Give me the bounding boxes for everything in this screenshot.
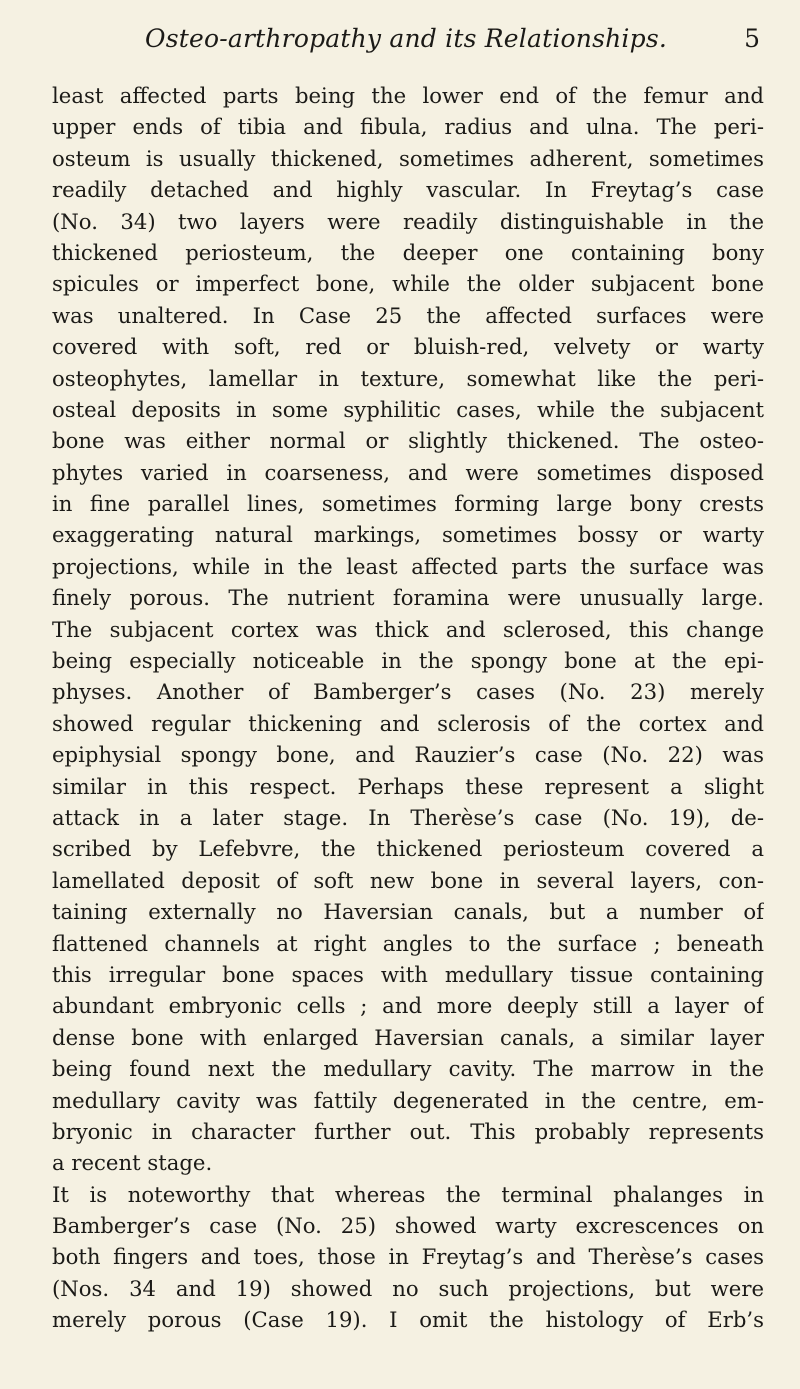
- text-line: least affected parts being the lower end of the femur and: [52, 83, 764, 108]
- text-line: a recent stage.: [52, 1150, 213, 1176]
- text-line: being especially noticeable in the spongy bone at the epi-: [52, 648, 764, 674]
- text-line: physes. Another of Bamberger’s cases (No. 23) merely: [52, 679, 764, 705]
- text-line: showed regular thickening and sclerosis of the cortex and: [52, 710, 764, 736]
- text-line: in fine parallel lines, sometimes forming large bony crests: [52, 491, 764, 517]
- text-line: The subjacent cortex was thick and sclerosed, this change: [52, 616, 764, 642]
- text-line: bryonic in character further out. This probably represents: [52, 1118, 764, 1144]
- text-line: both fingers and toes, those in Freytag’s and Therèse’s cases: [52, 1244, 764, 1270]
- text-line: upper ends of tibia and fibula, radius and ulna. The peri-: [52, 114, 764, 140]
- text-line: flattened channels at right angles to the surface ; beneath: [52, 930, 764, 956]
- text-line: readily detached and highly vascular. In Freytag’s case: [52, 177, 764, 203]
- text-line: lamellated deposit of soft new bone in several layers, con-: [52, 867, 764, 893]
- text-line: covered with soft, red or bluish-red, velvety or warty: [52, 334, 764, 360]
- text-line: projections, while in the least affected parts the surface was: [52, 553, 764, 579]
- running-head: [52, 24, 760, 64]
- running-title: Osteo-arthropathy and its Relationships.: [145, 24, 667, 53]
- text-line: abundant embryonic cells ; and more deeply still a layer of: [52, 993, 764, 1019]
- text-line: (Nos. 34 and 19) showed no such projections, but were: [52, 1275, 764, 1301]
- text-line: being found next the medullary cavity. The marrow in the: [52, 1056, 764, 1082]
- text-line: osteum is usually thickened, sometimes adherent, sometimes: [52, 145, 764, 171]
- text-line: Bamberger’s case (No. 25) showed warty excrescences on: [52, 1213, 764, 1239]
- text-line: dense bone with enlarged Haversian canals, a similar layer: [52, 1024, 764, 1050]
- text-line: bone was either normal or slightly thickened. The osteo-: [52, 428, 764, 454]
- text-line: medullary cavity was fattily degenerated in the centre, em-: [52, 1087, 764, 1113]
- text-line: phytes varied in coarseness, and were sometimes disposed: [52, 459, 764, 485]
- text-line: similar in this respect. Perhaps these represent a slight: [52, 773, 764, 799]
- text-line: thickened periosteum, the deeper one containing bony: [52, 239, 764, 265]
- text-line: (No. 34) two layers were readily distinguishable in the: [52, 208, 764, 234]
- text-line: osteophytes, lamellar in texture, somewhat like the peri-: [52, 365, 764, 391]
- text-line: epiphysial spongy bone, and Rauzier’s case (No. 22) was: [52, 742, 764, 768]
- text-line: merely porous (Case 19). I omit the histology of Erb’s: [52, 1307, 764, 1333]
- page-number: 5: [744, 24, 760, 53]
- body-text: [52, 80, 764, 1336]
- text-line: taining externally no Haversian canals, but a number of: [52, 899, 764, 925]
- text-line: It is noteworthy that whereas the terminal phalanges in: [52, 1181, 764, 1207]
- text-line: scribed by Lefebvre, the thickened periosteum covered a: [52, 836, 764, 862]
- text-line: spicules or imperfect bone, while the older subjacent bone: [52, 271, 764, 297]
- text-line: this irregular bone spaces with medullary tissue containing: [52, 961, 764, 987]
- text-line: was unaltered. In Case 25 the affected surfaces were: [52, 302, 764, 328]
- text-line: exaggerating natural markings, sometimes bossy or warty: [52, 522, 764, 548]
- text-line: finely porous. The nutrient foramina were unusually large.: [52, 585, 764, 611]
- text-line: attack in a later stage. In Therèse’s case (No. 19), de-: [52, 804, 764, 830]
- text-line: osteal deposits in some syphilitic cases, while the subjacent: [52, 396, 764, 422]
